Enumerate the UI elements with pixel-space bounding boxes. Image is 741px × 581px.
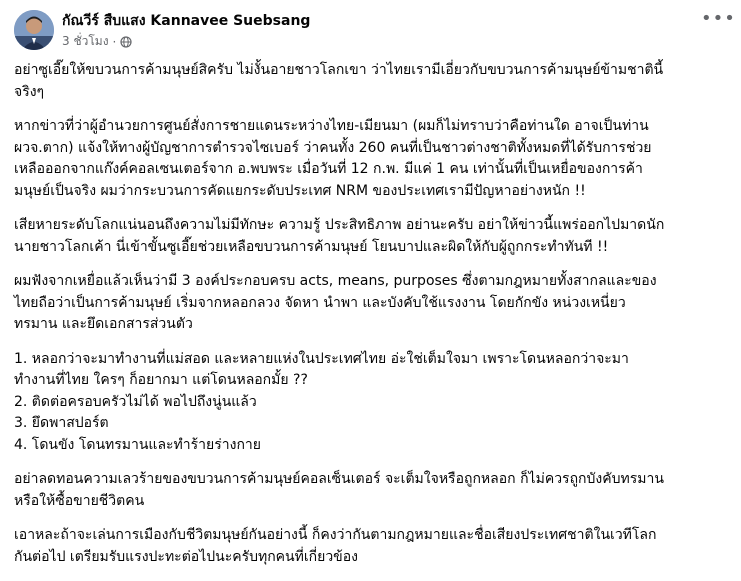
post-body [14,60,730,581]
globe-icon [120,36,132,48]
post-paragraph: หากข่าวที่ว่าผู้อำนวยการศูนย์สั่งการชายแดนระหว่างไทย-เมียนมา (ผมก็ไม่ทราบว่าคือท่านใด อาจเป็นท่าน ผวจ.ตาก) แจ้งให้ทางผู้บัญชาการตำรวจไซเบอร์ ว่าคนทั้ง 260 คนที่เป็นชาวต่างชาติทั้งหมดที่ได้รับการช่วย เหลือออกจากแก๊งค์คอลเซนเตอร์จาก อ.พบพระ เมื่อวันที่ 12 ก.พ. มีแค่ 1 คน เท่านั้นที่เป็นเหยื่อของการค้า มนุษย์เป็นจริง ผมว่ากระบวนการคัดแยกระดับประเทศ NRM ของประเทศเรามีปัญหาอย่างหนัก !! [14,118,652,199]
post-paragraph: เสียหายระดับโลกแน่นอนถึงความไม่มีทักษะ ความรู้ ประสิทธิภาพ อย่านะครับ อย่าให้ข่าวนี้แพร่ออกไปมาดนัก นายชาวโลกเค้า นี่เข้าขั้นซูเอี๊ยช่วยเหลือขบวนการค้ามนุษย์ โยนบาปและผิดให้กับผู้ถูกกระทำทันที !! [14,217,665,255]
post-paragraph: เอาหละถ้าจะเล่นการเมืองกับชีวิตมนุษย์กันอย่างนี้ ก็คงว่ากันตามกฎหมายและชื่อเสียงประเทศชาติในเวทีโลก กันต่อไป เตรียมรับแรงปะทะต่อไปนะครับทุกคนที่เกี่ยวข้อง [14,527,657,565]
author-name[interactable]: กัณวีร์ สืบแสง Kannavee Suebsang [62,13,311,29]
avatar-photo [14,10,54,50]
more-horizontal-icon[interactable]: ••• [701,8,736,29]
post-paragraph: อย่าซูเอี๊ยให้ขบวนการค้ามนุษย์สิครับ ไม่งั้นอายชาวโลกเขา ว่าไทยเรามีเอี่ยวกับขบวนการค้ามนุษย์ข้ามชาตินี้ จริงๆ [14,62,664,100]
post-meta [62,32,132,51]
post-time[interactable]: 3 ชั่วโมง [62,34,109,48]
post-paragraph: ผมฟังจากเหยื่อแล้วเห็นว่ามี 3 องค์ประกอบครบ acts, means, purposes ซึ่งตามกฎหมายทั้งสากลและของ ไทยถือว่าเป็นการค้ามนุษย์ เริ่มจากหลอกลวง จัดหา นำพา และบังคับใช้แรงงาน โดยกักขัง หน่วงเหนี่ยว ทรมาน และยึดเอกสารส่วนตัว [14,273,657,332]
post-header [0,0,741,60]
post-list: 1. หลอกว่าจะมาทำงานที่แม่สอด และหลายแห่งในประเทศไทย อ่ะใช่เต็มใจมา เพราะโดนหลอกว่าจะมา ทำงานที่ไทย ใครๆ ก็อยากมา แต่โดนหลอกมั้ย ?? 2. ติดต่อครอบครัวไม่ได้ พอไปถึงนู่นแล้ว 3. ยึดพาสปอร์ต 4. โดนขัง โดนทรมานและทำร้ายร่างกาย [14,350,629,453]
avatar[interactable] [14,10,54,50]
post-paragraph: อย่าลดทอนความเลวร้ายของขบวนการค้ามนุษย์คอลเซ็นเตอร์ จะเต็มใจหรือถูกหลอก ก็ไม่ควรถูกบังคับทรมาน หรือให้ซื้อขายชีวิตคน [14,471,664,509]
meta-separator: · [112,34,117,49]
